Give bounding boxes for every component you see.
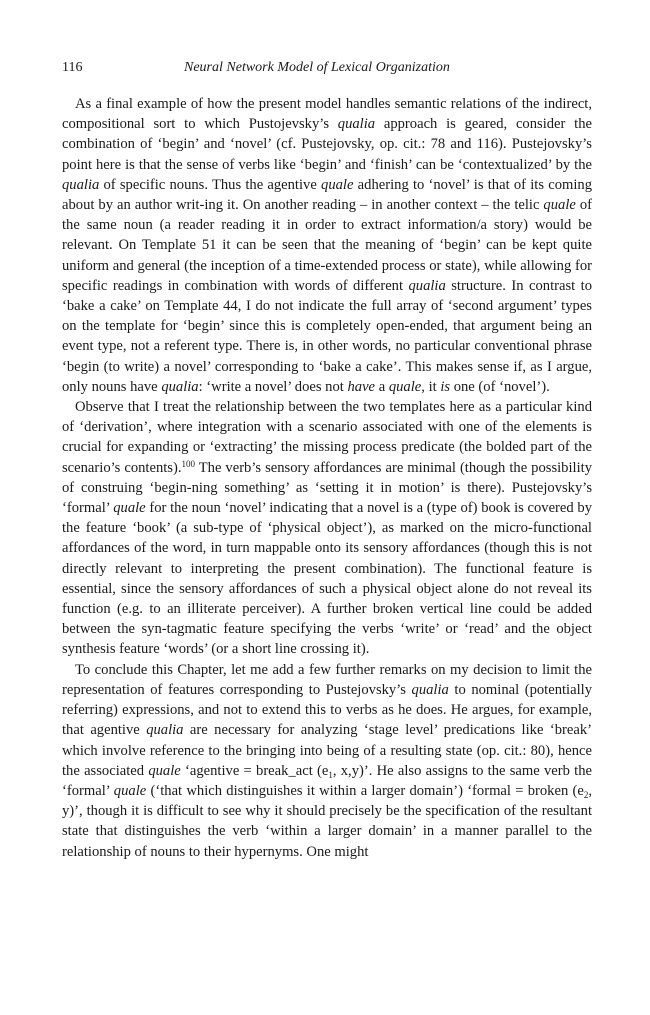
text-run: : ‘write a novel’ does not <box>198 378 348 395</box>
text-run: , it <box>421 378 441 395</box>
book-page <box>62 52 592 862</box>
subscript: 1 <box>328 769 333 780</box>
italic-term: qualia <box>411 681 449 698</box>
text-run: , x,y)’. He also assigns to the same verb the ‘formal’ <box>62 762 592 799</box>
italic-term: quale <box>543 197 576 214</box>
text-run: of specific nouns. Thus the agentive <box>99 176 322 193</box>
running-head <box>62 52 592 78</box>
italic-term: quale <box>113 500 146 517</box>
text-run: one (of ‘novel’). <box>450 378 550 395</box>
italic-term: qualia <box>62 176 100 193</box>
text-run: to nominal (potentially referring) expressions, and not to extend this to verbs as he does. He argues, for example, that agentive <box>62 681 592 739</box>
italic-term: qualia <box>337 116 376 133</box>
text-run: The verb’s sensory affordances are minimal (though the possibility of construing ‘begin-ning something’ as ‘setting it in motion’ is there). Pustejovsky’s ‘formal’ <box>62 459 592 517</box>
italic-term: is <box>440 378 451 395</box>
text-run: a <box>375 378 389 395</box>
text-run: To conclude this Chapter, let me add a few further remarks on my decision to limit the representation of features corresponding to Pustejovsky’s <box>62 661 592 698</box>
paragraph <box>62 397 592 660</box>
italic-term: quale <box>113 782 147 799</box>
text-run: Observe that I treat the relationship between the two templates here as a particular kind of ‘derivation’, where integration with a scenario associated with one of the elements is crucial for expanding or ‘extracting’ the missing process predicate (the bolded part of the scenario’s contents). <box>62 399 592 476</box>
paragraph <box>62 94 592 397</box>
text-run: approach is geared, consider the combination of ‘begin’ and ‘novel’ (cf. Pustejovsky, op. cit.: 78 and 116). Pustejovsky’s point here is that the sense of verbs like ‘begin’ and ‘finish’ can be ‘contextualized’ by the <box>62 116 592 173</box>
body-text <box>62 94 592 862</box>
text-run: As a final example of how the present model handles semantic relations of the indirect, compositional sort to which Pustojevsky’s <box>62 96 592 133</box>
text-run: (‘that which distinguishes it within a larger domain’) ‘formal = broken (e <box>146 782 584 799</box>
text-run: are necessary for analyzing ‘stage level’ predications like ‘break’ which involve reference to the bringing into being of a resulting state (op. cit.: 80), hence the associated <box>62 722 592 779</box>
paragraph <box>62 660 592 862</box>
page-number: 116 <box>62 60 83 75</box>
italic-term: qualia <box>161 378 199 395</box>
text-run: ‘agentive = break_act (e <box>180 762 329 779</box>
text-run: of the same noun (a reader reading it in order to extract information/a story) would be relevant. On Template 51 it can be seen that the meaning of ‘begin’ can be kept quite uniform and general (the inception of a time-extended process or state), while allowing for specific readings in combination with words of different <box>62 197 592 294</box>
text-run: structure. In contrast to ‘bake a cake’ on Template 44, I do not indicate the full array of ‘second argument’ types on the template for ‘begin’ since this is completely open-ended, that argument being an event type, not a referent type. There is, in other words, no particular conventional phrase ‘begin (to write) a novel’ corresponding to ‘bake a cake’. This makes sense if, as I argue, only nouns have <box>62 277 592 395</box>
running-title: Neural Network Model of Lexical Organization <box>184 60 450 75</box>
italic-term: quale <box>388 378 422 395</box>
italic-term: qualia <box>408 277 446 294</box>
italic-term: quale <box>321 176 354 193</box>
subscript: 2 <box>583 789 589 800</box>
italic-term: have <box>347 378 376 395</box>
italic-term: qualia <box>146 722 184 739</box>
footnote-marker: 100 <box>181 458 195 469</box>
text-run: , y)’, though it is difficult to see why it should precisely be the specification of the resultant state that distinguishes the verb ‘within a larger domain’ in a manner parallel to the relationship of nouns to their hypernyms. One might <box>62 782 592 860</box>
italic-term: quale <box>148 762 181 779</box>
text-run: for the noun ‘novel’ indicating that a novel is a (type of) book is covered by the feature ‘book’ (a sub-type of ‘physical object’), as marked on the micro-functional affordances of the word, in turn mappable onto its sensory affordances (though this is not directly relevant to interpreting the present combination). The functional feature is essential, since the sensory affordances of such a physical object alone do not reveal its function (e.g. to an illiterate perceiver). A further broken vertical line could be added between the syn-tagmatic feature specifying the verbs ‘write’ or ‘read’ and the object synthesis feature ‘words’ (or a short line crossing it). <box>62 500 592 658</box>
text-run: adhering to ‘novel’ is that of its coming about by an author writ-ing it. On another reading – in another context – the telic <box>62 176 592 214</box>
